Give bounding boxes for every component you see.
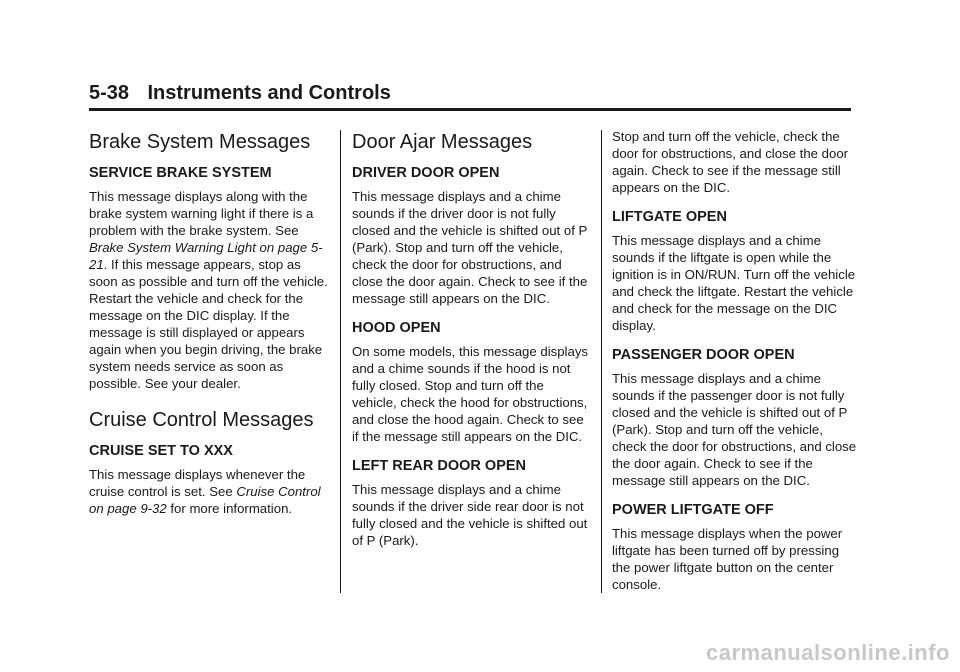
service-brake-heading: SERVICE BRAKE SYSTEM <box>89 165 272 181</box>
passenger-door-heading: PASSENGER DOOR OPEN <box>612 347 795 363</box>
service-brake-text-a: This message displays along with the brake system warning light if there is a problem with the brake system. See <box>89 189 314 238</box>
power-liftgate-off-text: This message displays when the power liftgate has been turned off by pressing the power liftgate button on the center console. <box>612 526 843 592</box>
cruise-set-text <box>89 466 329 517</box>
section-title: Instruments and Controls <box>147 82 391 104</box>
cruise-set-heading: CRUISE SET TO XXX <box>89 443 233 459</box>
hood-open-text: On some models, this message displays and a chime sounds if the hood is not fully closed. Stop and turn off the vehicle, check the hood for obstructions, and close the hood again. Check to see if the message still appears on the DIC. <box>352 344 589 444</box>
column-divider-left <box>340 130 341 593</box>
driver-door-heading: DRIVER DOOR OPEN <box>352 165 500 181</box>
column-3 <box>612 128 860 605</box>
cruise-set-text-b: for more information. <box>166 501 293 516</box>
service-brake-text-b: . If this message appears, stop as soon as possible and turn off the vehicle. Restart the vehicle and check for the message on the DIC display. If the message is still displayed or appears again when you begin driving, the brake system needs service as soon as possible. See your dealer. <box>89 257 328 391</box>
liftgate-open-text: This message displays and a chime sounds if the liftgate is open while the ignition is in ON/RUN. Turn off the vehicle and check the liftgate. Restart the vehicle and check for the message on the DIC display. <box>612 233 856 333</box>
driver-door-text: This message displays and a chime sounds if the driver door is not fully closed and the vehicle is shifted out of P (Park). Stop and turn off the vehicle, check the door for obstructions, and close the door again. Check to see if the message still appears on the DIC. <box>352 189 588 306</box>
page-number: 5-38 <box>89 82 130 104</box>
left-rear-door-text: This message displays and a chime sounds if the driver side rear door is not fully closed and the vehicle is shifted out of P (Park). <box>352 482 588 548</box>
page-header <box>89 82 851 111</box>
brake-warning-reference[interactable]: Brake System Warning Light on page 5-21 <box>89 240 323 272</box>
column-1 <box>89 130 329 529</box>
door-section-title: Door Ajar Messages <box>352 131 533 153</box>
power-liftgate-off-heading: POWER LIFTGATE OFF <box>612 502 774 518</box>
column-divider-right <box>601 130 602 593</box>
liftgate-open-heading: LIFTGATE OPEN <box>612 209 727 225</box>
service-brake-text <box>89 188 329 392</box>
watermark: carmanualsonline.info <box>706 640 950 665</box>
cruise-set-text-a: This message displays whenever the cruise control is set. See <box>89 467 306 499</box>
left-rear-door-text-continued: Stop and turn off the vehicle, check the door for obstructions, and close the door again. Check to see if the message still appears on the DIC. <box>612 129 849 195</box>
cruise-section-title: Cruise Control Messages <box>89 409 314 431</box>
left-rear-door-heading: LEFT REAR DOOR OPEN <box>352 458 527 474</box>
passenger-door-text: This message displays and a chime sounds if the passenger door is not fully closed and the vehicle is shifted out of P (Park). Stop and turn off the vehicle, check the door for obstructions, and close the door again. Check to see if the message still appears on the DIC. <box>612 371 857 488</box>
column-2 <box>352 130 592 561</box>
hood-open-heading: HOOD OPEN <box>352 320 441 336</box>
brake-section-title: Brake System Messages <box>89 131 311 153</box>
cruise-control-reference[interactable]: Cruise Control on page 9-32 <box>89 484 321 516</box>
